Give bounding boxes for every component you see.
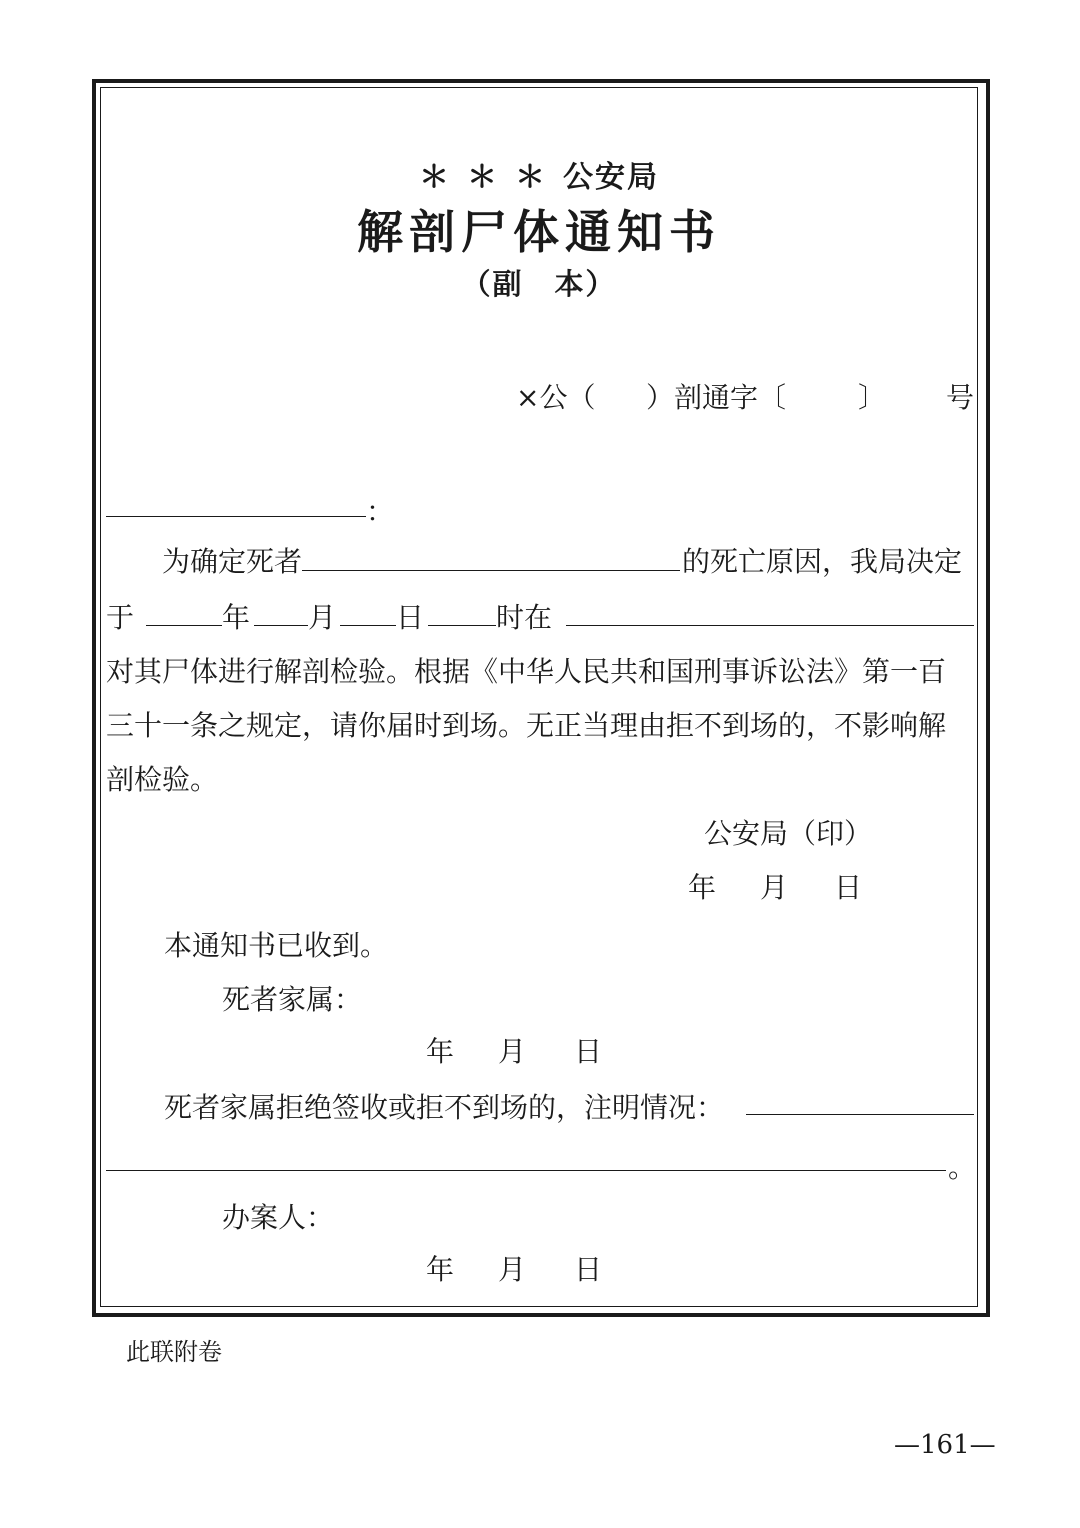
p2-hour-text: 时在: [496, 601, 553, 634]
addressee-blank: [106, 516, 366, 517]
deceased-name-blank: [302, 570, 680, 571]
p1-start-text: 为确定死者: [162, 545, 303, 578]
refuse-note-blank-1: [746, 1114, 974, 1115]
seal-day: 日: [834, 871, 863, 904]
location-blank: [566, 625, 974, 626]
receipt-received-text: 本通知书已收到。: [164, 929, 389, 962]
handler-month: 月: [498, 1253, 527, 1286]
p5-text: 剖检验。: [106, 763, 219, 796]
p4-text: 三十一条之规定，请你届时到场。无正当理由拒不到场的，不影响解: [106, 709, 947, 742]
doc-number-mid: ）剖通字〔: [646, 381, 787, 414]
p3-text: 对其尸体进行解剖检验。根据《中华人民共和国刑事诉讼法》第一百: [106, 655, 947, 688]
doc-number-suffix: 号: [946, 381, 975, 414]
handler-year: 年: [426, 1253, 455, 1286]
doc-number-end: 〕: [858, 381, 887, 414]
doc-number-prefix: ×公（: [516, 381, 596, 414]
handler-label: 办案人：: [222, 1201, 335, 1234]
hour-blank: [428, 625, 496, 626]
copy-label: （副 本）: [461, 267, 617, 301]
agency-stars: ＊＊＊: [419, 160, 563, 195]
refuse-note-label: 死者家属拒绝签收或拒不到场的，注明情况：: [164, 1091, 725, 1124]
seal-label: 公安局（印）: [704, 817, 873, 850]
day-blank: [340, 625, 396, 626]
month-blank: [254, 625, 308, 626]
p2-yu-text: 于: [106, 601, 135, 634]
addressee-colon: ：: [366, 495, 395, 528]
p2-year-text: 年: [222, 601, 251, 634]
family-year: 年: [426, 1035, 455, 1068]
document-title: 解剖尸体通知书: [357, 205, 721, 259]
copy-note: 此联附卷: [126, 1338, 222, 1366]
year-blank: [146, 625, 222, 626]
agency-name: 公安局: [563, 160, 659, 195]
page-number: —161—: [894, 1430, 996, 1460]
family-signature-label: 死者家属：: [222, 983, 363, 1016]
refuse-note-blank-2: [106, 1170, 946, 1171]
refuse-note-period: 。: [948, 1151, 977, 1184]
family-month: 月: [498, 1035, 527, 1068]
seal-year: 年: [688, 871, 717, 904]
family-day: 日: [574, 1035, 603, 1068]
p2-day-text: 日: [396, 601, 425, 634]
handler-day: 日: [574, 1253, 603, 1286]
p2-month-text: 月: [308, 601, 337, 634]
seal-month: 月: [760, 871, 789, 904]
agency-header: [100, 152, 978, 196]
p1-end-text: 的死亡原因，我局决定: [682, 545, 963, 578]
